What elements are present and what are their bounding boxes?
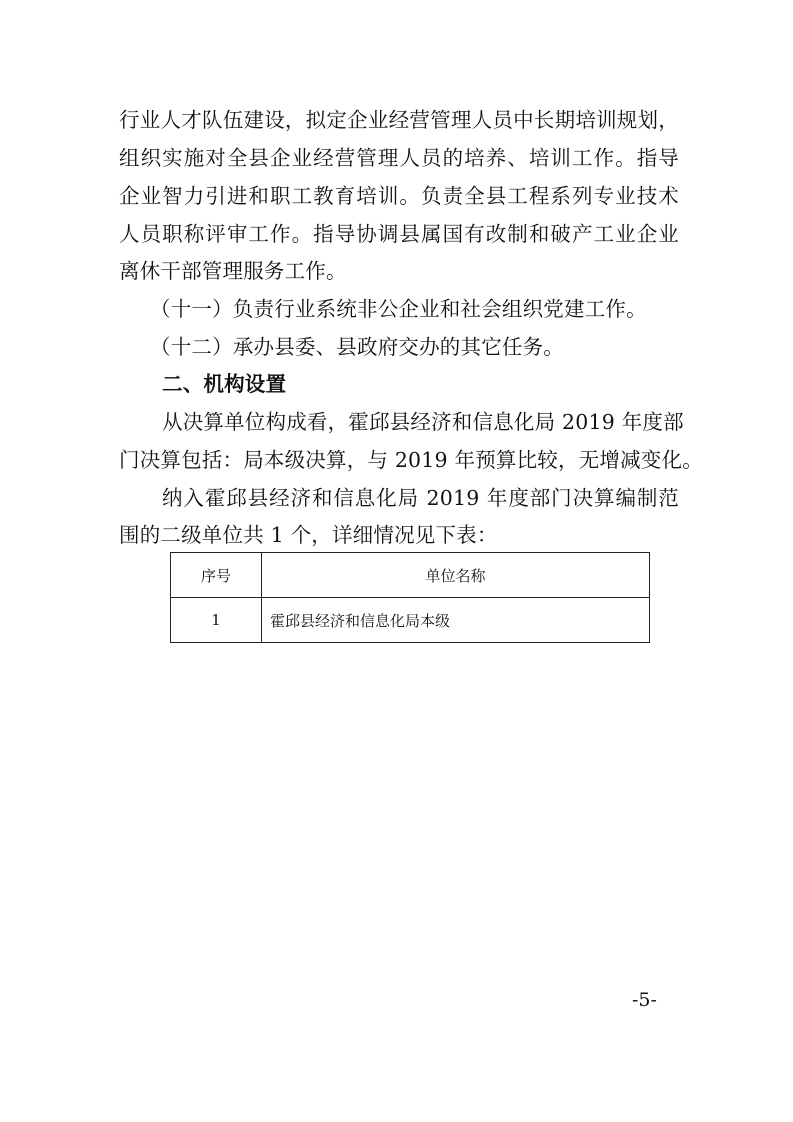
header-unit-name: 单位名称 xyxy=(262,553,650,598)
page-number: -5- xyxy=(632,989,657,1011)
row-unit-name: 霍邱县经济和信息化局本级 xyxy=(262,598,650,643)
paragraph-line: 企业智力引进和职工教育培训。负责全县工程系列专业技术 xyxy=(119,184,679,208)
paragraph-line: 门决算包括：局本级决算，与 2019 年预算比较，无增减变化。 xyxy=(119,448,703,472)
section-heading: 二、机构设置 xyxy=(162,372,287,396)
paragraph-line: 围的二级单位共 1 个，详细情况见下表： xyxy=(119,523,498,547)
list-item-11: （十一）负责行业系统非公企业和社会组织党建工作。 xyxy=(150,297,647,321)
header-number: 序号 xyxy=(171,553,262,598)
table-header-row xyxy=(171,553,650,598)
list-item-12: （十二）承办县委、县政府交办的其它任务。 xyxy=(150,335,564,359)
paragraph-line: 人员职称评审工作。指导协调县属国有改制和破产工业企业 xyxy=(119,222,679,246)
paragraph-line: 离休干部管理服务工作。 xyxy=(119,259,347,283)
units-table xyxy=(170,552,650,643)
table-row xyxy=(171,598,650,643)
paragraph-line: 从决算单位构成看，霍邱县经济和信息化局 2019 年度部 xyxy=(162,410,684,434)
paragraph-line: 组织实施对全县企业经营管理人员的培养、培训工作。指导 xyxy=(119,146,679,170)
row-number: 1 xyxy=(171,598,262,643)
paragraph-line: 纳入霍邱县经济和信息化局 2019 年度部门决算编制范 xyxy=(162,486,679,510)
paragraph-line: 行业人才队伍建设，拟定企业经营管理人员中长期培训规划， xyxy=(119,108,679,132)
